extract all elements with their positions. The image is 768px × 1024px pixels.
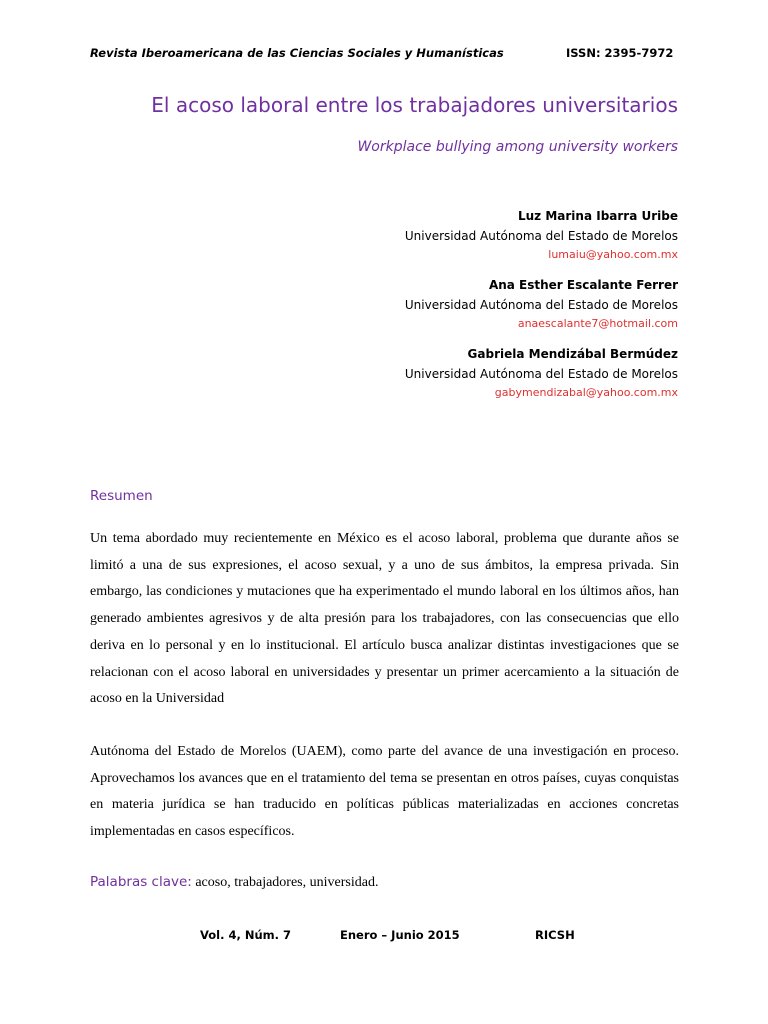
keywords-text: acoso, trabajadores, universidad. — [195, 875, 379, 890]
footer-volume: Vol. 4, Núm. 7 — [200, 928, 292, 942]
author-block — [278, 344, 678, 402]
author-institution: Universidad Autónoma del Estado de Morelos — [404, 367, 678, 381]
author-list — [278, 206, 678, 413]
footer-period: Enero – Junio 2015 — [340, 928, 460, 942]
article-subtitle: Workplace bullying among university workers — [357, 139, 678, 155]
author-block — [278, 206, 678, 264]
author-institution: Universidad Autónoma del Estado de Morelos — [404, 229, 678, 243]
author-name: Gabriela Mendizábal Bermúdez — [467, 347, 678, 361]
author-email[interactable]: lumaiu@yahoo.com.mx — [548, 248, 678, 261]
author-email[interactable]: anaescalante7@hotmail.com — [517, 317, 678, 330]
author-block — [278, 275, 678, 333]
author-email[interactable]: gabymendizabal@yahoo.com.mx — [494, 386, 678, 399]
footer-journal-abbr: RICSH — [535, 928, 575, 942]
abstract-paragraph-2: Autónoma del Estado de Morelos (UAEM), como parte del avance de una investigación en proceso. Aprovechamos los avances que en el tratamiento del tema se presentan en otros países, cuyas conquistas en materia jurídica se han traducido en políticas públicas materializadas en acciones concretas implementadas en casos específicos. — [90, 744, 679, 840]
author-name: Ana Esther Escalante Ferrer — [488, 278, 678, 292]
author-institution: Universidad Autónoma del Estado de Morelos — [404, 298, 678, 312]
keywords-label: Palabras clave: — [90, 874, 192, 890]
abstract-heading: Resumen — [90, 488, 153, 504]
journal-name: Revista Iberoamericana de las Ciencias Sociales y Humanísticas — [90, 46, 504, 60]
article-title: El acoso laboral entre los trabajadores universitarios — [151, 93, 678, 117]
keywords — [90, 874, 378, 891]
issn: ISSN: 2395-7972 — [566, 46, 674, 60]
abstract-paragraph-1: Un tema abordado muy recientemente en México es el acoso laboral, problema que durante años se limitó a una de sus expresiones, el acoso sexual, y a uno de sus ámbitos, la empresa privada. Sin embargo, las condiciones y mutaciones que ha experimentado el mundo laboral en los últimos años, han generado ambientes agresivos y de alta presión para los trabajadores, con las consecuencias que ello deriva en lo personal y en lo institucional. El artículo busca analizar distintas investigaciones que se relacionan con el acoso laboral en universidades y presentar un primer acercamiento a la situación de acoso en la Universidad — [90, 531, 679, 707]
author-name: Luz Marina Ibarra Uribe — [517, 209, 678, 223]
